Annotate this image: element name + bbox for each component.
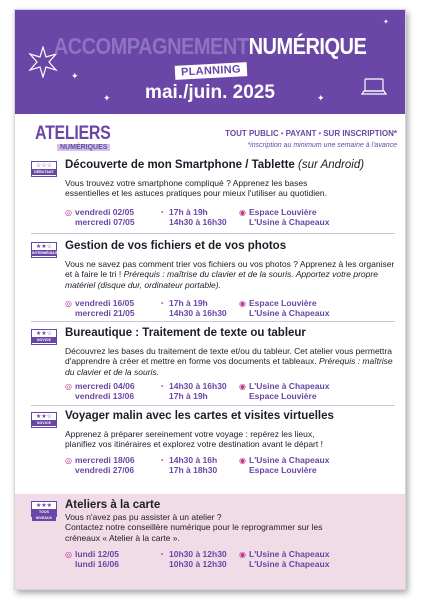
level-badge [31, 329, 57, 345]
desc-prerequisite: Prérequis : maîtrise du clavier et de la souris. [65, 356, 393, 377]
flyer-page [14, 9, 406, 590]
desc-line: planifiez vos itinéraires et explorez votre destination avant le départ ! [65, 439, 323, 450]
level-stars-icon: ★★☆ [35, 330, 53, 337]
workshop-card [31, 240, 395, 330]
workshop-title-suffix: (sur Android) [298, 159, 365, 171]
session-row [65, 549, 395, 559]
level-stars-icon: ★★☆ [35, 413, 53, 420]
desc-line: Apprenez à préparer sereinement votre voyage : repérez les lieux, [65, 429, 315, 439]
desc-line: créneaux « Atelier à la carte ». [65, 532, 180, 543]
session-place: L'Usine à Chapeaux [249, 549, 330, 559]
level-badge [31, 242, 61, 258]
header-banner [15, 10, 405, 114]
workshop-title: Gestion de vos fichiers et de vos photos [65, 240, 287, 252]
desc-plain: Découvrez les bases du traitement de texte et/ou du tableur. Cet atelier vous permettra d'apprendre à créer et mettre en forme vos documents et tableaux. [65, 346, 392, 367]
location-pin-icon: ◉ [239, 456, 246, 465]
calendar-icon: ◎ [65, 382, 72, 391]
workshop-title: Ateliers à la carte [65, 499, 161, 511]
session-place: L'Usine à Chapeaux [249, 381, 330, 391]
sessions [65, 549, 395, 569]
period-title: mai./juin. 2025 [145, 82, 275, 103]
section-subtitle: NUMÉRIQUES [57, 144, 110, 151]
divider [31, 321, 395, 322]
clock-icon: ◔ [159, 208, 164, 217]
session-place: Espace Louvière [249, 391, 317, 401]
workshop-description [65, 259, 395, 290]
session-place: Espace Louvière [249, 207, 317, 217]
clock-icon: ◔ [159, 456, 164, 465]
level-badge [31, 501, 57, 520]
session-place: L'Usine à Chapeaux [249, 559, 330, 569]
session-row [65, 298, 395, 308]
location-pin-icon: ◉ [239, 299, 246, 308]
session-row [65, 217, 395, 227]
level-label: NOVICE [32, 420, 56, 426]
divider [31, 233, 395, 234]
session-time: 14h30 à 16h30 [169, 381, 227, 391]
session-time: 14h30 à 16h30 [169, 308, 227, 318]
session-date: lundi 12/05 [75, 549, 119, 559]
star-icon: ✦ [71, 72, 79, 82]
session-place: Espace Louvière [249, 465, 317, 475]
title-part2: NUMÉRIQUE [248, 34, 367, 60]
star-icon: ✦ [317, 94, 325, 104]
session-date: mercredi 21/05 [75, 308, 135, 318]
calendar-icon: ◎ [65, 208, 72, 217]
level-label: DÉBUTANT [32, 169, 56, 175]
inscription-note: *inscription au minimum une semaine à l'avance [247, 142, 397, 149]
desc-line: essentielles et les astuces pratiques pour mieux l'utiliser au quotidien. [65, 188, 327, 199]
session-date: mercredi 04/06 [75, 381, 135, 391]
workshop-description [65, 346, 395, 377]
session-row [65, 308, 395, 318]
session-row [65, 381, 395, 391]
level-stars-icon: ☆☆☆ [35, 162, 53, 169]
level-label: NOVICE [32, 337, 56, 343]
desc-line: Vous n'avez pas pu assister à un atelier ? [65, 512, 222, 522]
session-date: mercredi 07/05 [75, 217, 135, 227]
session-date: vendredi 27/06 [75, 465, 135, 475]
session-row [65, 559, 395, 569]
location-pin-icon: ◉ [239, 208, 246, 217]
session-row [65, 207, 395, 217]
session-date: vendredi 13/06 [75, 391, 135, 401]
session-time: 17h à 19h [169, 207, 208, 217]
session-time: 17h à 18h30 [169, 465, 218, 475]
desc-line: Vous trouvez votre smartphone compliqué ? Apprenez les bases [65, 178, 308, 188]
level-badge [31, 412, 57, 428]
session-date: lundi 16/06 [75, 559, 119, 569]
level-badge [31, 161, 57, 177]
title-part1: ACCOMPAGNEMENT [53, 34, 249, 60]
clock-icon: ◔ [159, 550, 164, 559]
session-time: 14h30 à 16h30 [169, 217, 227, 227]
workshop-title: Voyager malin avec les cartes et visites virtuelles [65, 410, 334, 422]
tag-payant: PAYANT [285, 129, 317, 138]
session-place: Espace Louvière [249, 298, 317, 308]
desc-prerequisite: Prérequis : maîtrise du clavier et de la souris. Apportez votre propre matériel (disque dur, ordinateur portable). [65, 269, 378, 290]
calendar-icon: ◎ [65, 456, 72, 465]
section-title [35, 123, 111, 151]
tag-inscription: SUR INSCRIPTION* [323, 129, 397, 138]
workshop-card [31, 327, 395, 413]
star-icon: ✦ [103, 94, 111, 104]
clock-icon: ◔ [159, 382, 164, 391]
session-time: 10h30 à 12h30 [169, 559, 227, 569]
workshop-description [65, 178, 395, 199]
sessions [65, 381, 395, 401]
session-row [65, 465, 395, 475]
workshop-card-carte [31, 499, 395, 585]
desc-plain: Vous ne savez pas comment trier vos fichiers ou vos photos ? Apprenez à les organiser et à faire le tri ! [65, 259, 395, 280]
section-title-main: ATELIERS [35, 123, 111, 144]
sessions [65, 298, 395, 318]
workshop-description [65, 429, 395, 450]
calendar-icon: ◎ [65, 550, 72, 559]
star-icon: ✦ [383, 18, 389, 26]
session-time: 10h30 à 12h30 [169, 549, 227, 559]
session-place: L'Usine à Chapeaux [249, 217, 330, 227]
session-row [65, 391, 395, 401]
session-place: L'Usine à Chapeaux [249, 455, 330, 465]
page-title [15, 36, 405, 59]
bullet-icon: • [318, 129, 322, 138]
location-pin-icon: ◉ [239, 550, 246, 559]
session-time: 17h à 19h [169, 298, 208, 308]
level-stars-icon: ★★★ [35, 502, 53, 509]
audience-tags [225, 129, 397, 138]
bullet-icon: • [280, 129, 284, 138]
workshop-card [31, 410, 395, 488]
session-date: mercredi 18/06 [75, 455, 135, 465]
planning-tag: PLANNING [175, 62, 247, 80]
workshop-description [65, 512, 395, 543]
session-date: vendredi 16/05 [75, 298, 135, 308]
session-row [65, 455, 395, 465]
clock-icon: ◔ [159, 299, 164, 308]
desc-line: Contactez notre conseillère numérique pour le reprogrammer sur les [65, 522, 323, 533]
session-time: 17h à 19h [169, 391, 208, 401]
workshop-card [31, 159, 395, 239]
level-label: TOUS NIVEAUX [32, 509, 56, 521]
tag-tout-public: TOUT PUBLIC [225, 129, 279, 138]
level-stars-icon: ★★☆ [35, 243, 53, 250]
session-time: 14h30 à 16h [169, 455, 218, 465]
level-label: INTERMÉDIAIRE [32, 251, 61, 255]
divider [31, 405, 395, 406]
sessions [65, 455, 395, 475]
workshop-title-text: Découverte de mon Smartphone / Tablette [65, 159, 295, 171]
session-place: L'Usine à Chapeaux [249, 308, 330, 318]
location-pin-icon: ◉ [239, 382, 246, 391]
calendar-icon: ◎ [65, 299, 72, 308]
sessions [65, 207, 395, 227]
session-date: vendredi 02/05 [75, 207, 135, 217]
workshop-title [65, 159, 364, 171]
workshop-title: Bureautique : Traitement de texte ou tableur [65, 327, 306, 339]
